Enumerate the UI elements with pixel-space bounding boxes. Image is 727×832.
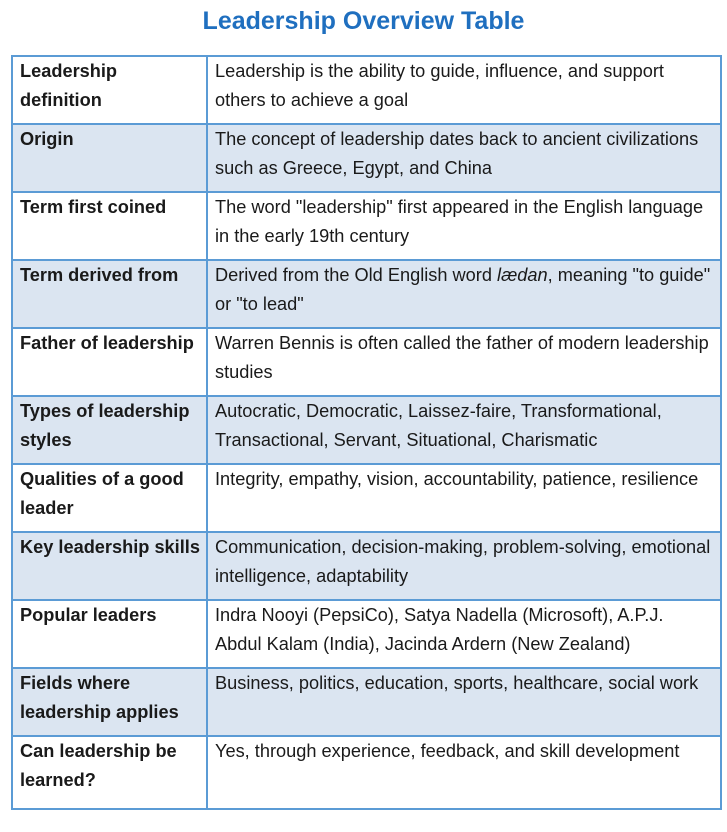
row-value: Communication, decision-making, problem-solving, emotional intelligence, adaptability: [207, 532, 721, 600]
table-row: [12, 328, 721, 396]
row-key: Fields where leadership applies: [12, 668, 207, 736]
table-row: [12, 736, 721, 809]
row-value: Yes, through experience, feedback, and skill development: [207, 736, 721, 809]
table-row: [12, 124, 721, 192]
row-key: Leadership definition: [12, 56, 207, 124]
row-value: The concept of leadership dates back to ancient civilizations such as Greece, Egypt, and China: [207, 124, 721, 192]
row-key: Types of leadership styles: [12, 396, 207, 464]
value-text: Derived from the Old English word: [215, 265, 498, 285]
row-value: [207, 260, 721, 328]
table-row: [12, 464, 721, 532]
row-value: Business, politics, education, sports, healthcare, social work: [207, 668, 721, 736]
table-row: [12, 600, 721, 668]
row-key: Term derived from: [12, 260, 207, 328]
table-row: [12, 532, 721, 600]
table-row: [12, 260, 721, 328]
row-key: Origin: [12, 124, 207, 192]
page-title: Leadership Overview Table: [202, 7, 525, 35]
row-value: Leadership is the ability to guide, influence, and support others to achieve a goal: [207, 56, 721, 124]
row-value: Indra Nooyi (PepsiCo), Satya Nadella (Microsoft), A.P.J. Abdul Kalam (India), Jacinda Ardern (New Zealand): [207, 600, 721, 668]
row-key: Term first coined: [12, 192, 207, 260]
row-key: Father of leadership: [12, 328, 207, 396]
row-value: Warren Bennis is often called the father of modern leadership studies: [207, 328, 721, 396]
row-key: Can leadership be learned?: [12, 736, 207, 809]
row-key: Popular leaders: [12, 600, 207, 668]
row-key: Qualities of a good leader: [12, 464, 207, 532]
row-value: The word "leadership" first appeared in the English language in the early 19th century: [207, 192, 721, 260]
value-text: , meaning "to guide" or "to lead": [215, 265, 711, 314]
row-key: Key leadership skills: [12, 532, 207, 600]
table-row: [12, 56, 721, 124]
overview-table: [11, 55, 722, 810]
value-emphasis: lædan: [497, 265, 548, 285]
row-value: Autocratic, Democratic, Laissez-faire, Transformational, Transactional, Servant, Situational, Charismatic: [207, 396, 721, 464]
table-row: [12, 396, 721, 464]
table-row: [12, 668, 721, 736]
row-value: Integrity, empathy, vision, accountability, patience, resilience: [207, 464, 721, 532]
table-row: [12, 192, 721, 260]
